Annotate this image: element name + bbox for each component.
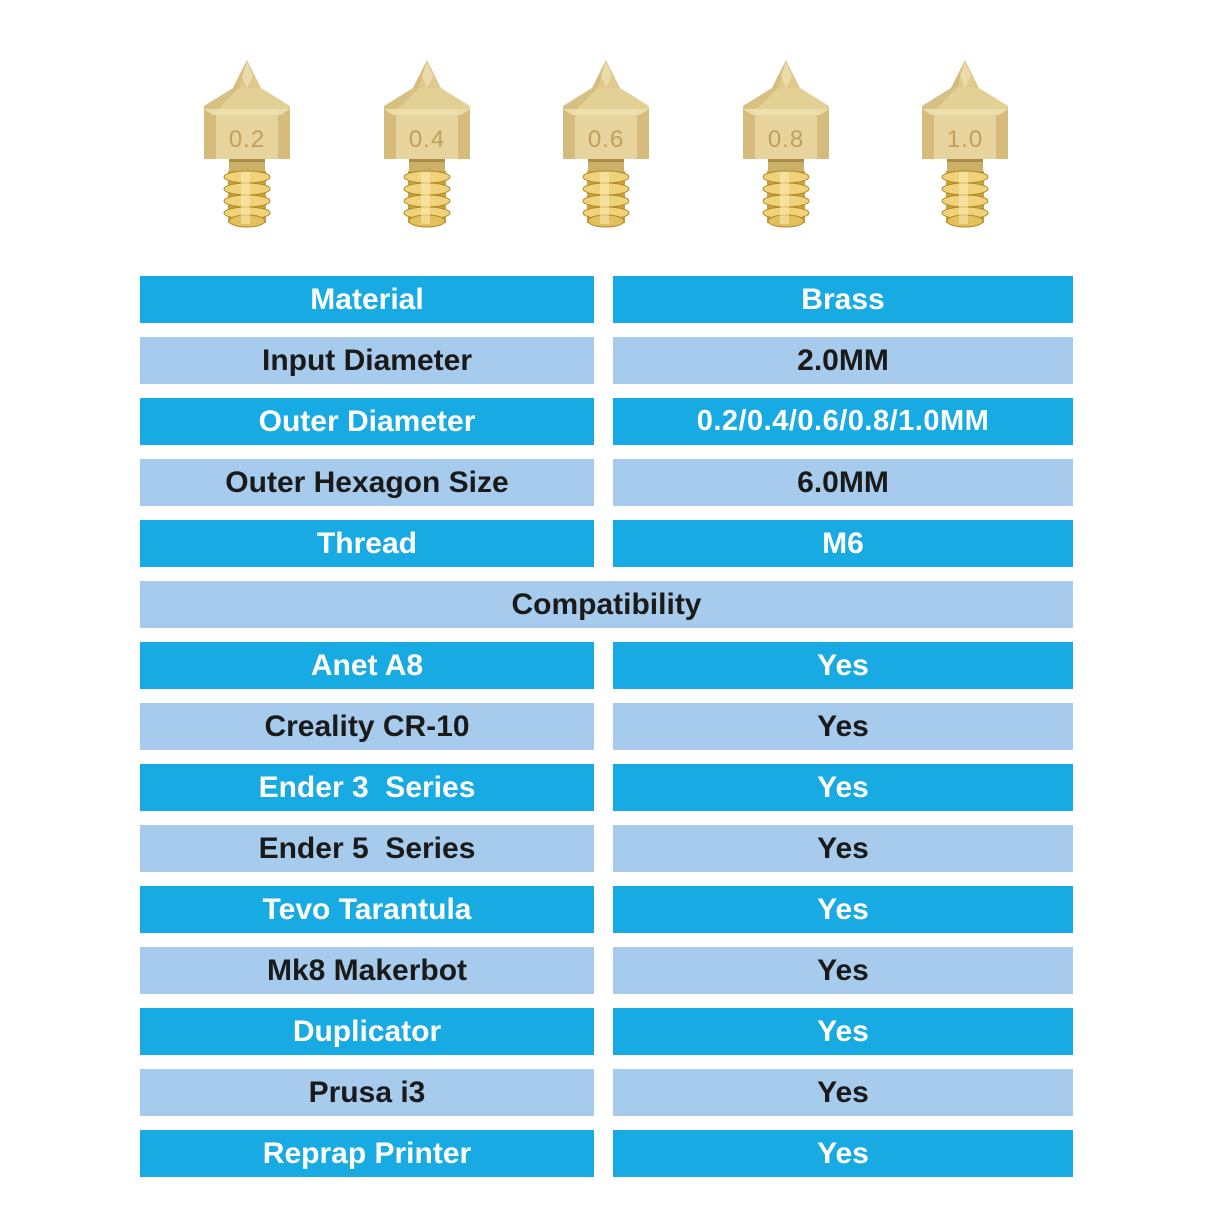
table-row-prusa-i3 [140,1069,1073,1116]
printer-label: Reprap Printer [140,1130,594,1177]
table-row-outer-diameter [140,398,1073,445]
spec-label: Input Diameter [140,337,594,384]
table-row-material [140,276,1073,323]
printer-label: Creality CR-10 [140,703,594,750]
compat-value: Yes [613,886,1073,933]
spec-value: 2.0MM [613,337,1073,384]
compat-value: Yes [613,1008,1073,1055]
nozzle-image-0.2 [201,54,293,230]
printer-label: Prusa i3 [140,1069,594,1116]
nozzle-size-label: 0.2 [228,126,266,153]
spec-value: M6 [613,520,1073,567]
nozzle-image-0.4 [381,54,473,230]
printer-label: Anet A8 [140,642,594,689]
section-header: Compatibility [140,581,1073,628]
compat-value: Yes [613,825,1073,872]
spec-label: Outer Diameter [140,398,594,445]
table-row-reprap-printer [140,1130,1073,1177]
compat-value: Yes [613,642,1073,689]
printer-label: Ender 3 Series [140,764,594,811]
table-row-mk8-makerbot [140,947,1073,994]
nozzle-image-0.8 [740,54,832,230]
nozzle-image-0.6 [560,54,652,230]
table-row-outer-hexagon-size [140,459,1073,506]
nozzle-image-1.0 [919,54,1011,230]
printer-label: Ender 5 Series [140,825,594,872]
printer-label: Duplicator [140,1008,594,1055]
spec-value: Brass [613,276,1073,323]
compat-value: Yes [613,764,1073,811]
table-row-anet-a8 [140,642,1073,689]
nozzle-images [201,54,1011,232]
nozzle-size-label: 1.0 [946,126,984,153]
table-row-duplicator [140,1008,1073,1055]
nozzle-size-label: 0.8 [767,126,804,153]
table-row-tevo-tarantula [140,886,1073,933]
spec-label: Thread [140,520,594,567]
table-section-compatibility [140,581,1073,628]
nozzle-size-label: 0.6 [587,126,625,153]
printer-label: Mk8 Makerbot [140,947,594,994]
table-row-creality-cr-10 [140,703,1073,750]
table-row-ender-5-series [140,825,1073,872]
compat-value: Yes [613,703,1073,750]
nozzle-size-label: 0.4 [408,126,445,153]
spec-table [140,276,1073,1177]
table-row-thread [140,520,1073,567]
table-row-ender-3-series [140,764,1073,811]
printer-label: Tevo Tarantula [140,886,594,933]
compat-value: Yes [613,947,1073,994]
compat-value: Yes [613,1069,1073,1116]
spec-label: Outer Hexagon Size [140,459,594,506]
table-row-input-diameter [140,337,1073,384]
spec-value: 0.2/0.4/0.6/0.8/1.0MM [613,398,1073,445]
compat-value: Yes [613,1130,1073,1177]
spec-label: Material [140,276,594,323]
spec-value: 6.0MM [613,459,1073,506]
